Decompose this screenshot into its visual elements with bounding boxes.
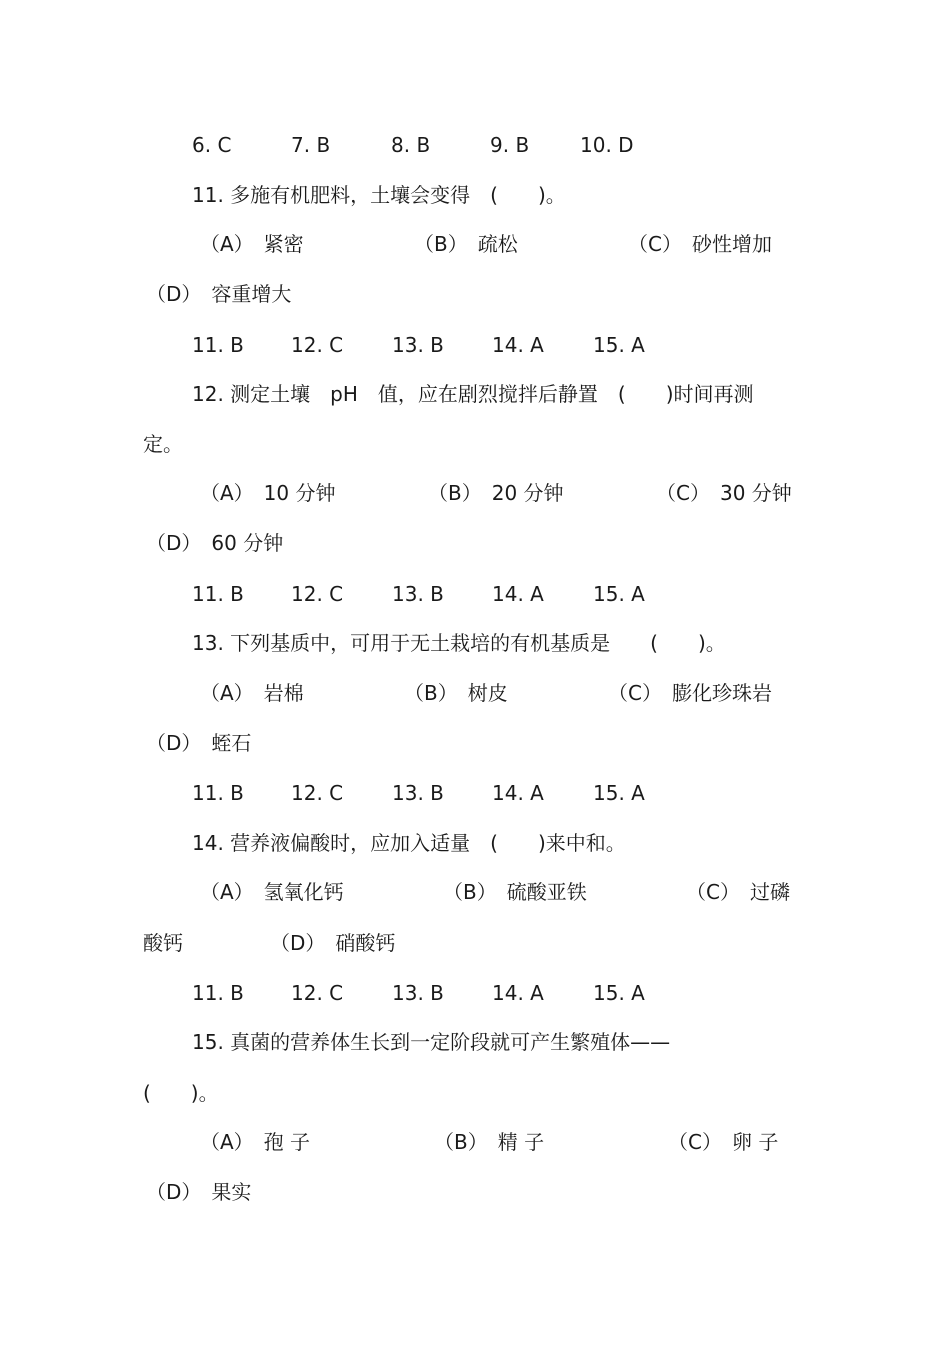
option-d: （D） 硝酸钙 xyxy=(270,931,396,955)
answer: 9. B xyxy=(490,133,530,157)
answer: 14. A xyxy=(492,333,544,357)
answer: 7. B xyxy=(291,133,331,157)
option-c: （C） 30 分钟 xyxy=(656,481,792,505)
option-a: （A） 孢 子 xyxy=(200,1130,311,1154)
answer: 11. B xyxy=(192,333,244,357)
option-b: （B） 树皮 xyxy=(404,681,508,705)
question-15-cont: ( )。 xyxy=(143,1081,219,1105)
option-b: （B） 精 子 xyxy=(434,1130,545,1154)
answer: 14. A xyxy=(492,781,544,805)
answer: 10. D xyxy=(580,133,634,157)
option-c: （C） 卵 子 xyxy=(668,1130,779,1154)
question-11: 11. 多施有机肥料，土壤会变得 ( )。 xyxy=(192,183,566,207)
answer: 15. A xyxy=(593,582,645,606)
answer: 12. C xyxy=(291,333,344,357)
answer: 14. A xyxy=(492,981,544,1005)
option-d: （D） 60 分钟 xyxy=(146,531,284,555)
option-c: （C） 膨化珍珠岩 xyxy=(608,681,772,705)
answer: 15. A xyxy=(593,333,645,357)
answer: 6. C xyxy=(192,133,232,157)
answer: 13. B xyxy=(392,333,444,357)
option-b: （B） 疏松 xyxy=(414,232,518,256)
question-12: 12. 测定土壤 pH 值，应在剧烈搅拌后静置 ( )时间再测 xyxy=(192,382,754,406)
answer: 13. B xyxy=(392,981,444,1005)
question-13: 13. 下列基质中，可用于无土栽培的有机基质是 ( )。 xyxy=(192,631,726,655)
answer: 15. A xyxy=(593,781,645,805)
answer: 11. B xyxy=(192,582,244,606)
option-a: （A） 氢氧化钙 xyxy=(200,880,344,904)
answer: 15. A xyxy=(593,981,645,1005)
option-a: （A） 紧密 xyxy=(200,232,304,256)
answer: 12. C xyxy=(291,582,344,606)
option-d: （D） 容重增大 xyxy=(146,282,292,306)
question-15: 15. 真菌的营养体生长到一定阶段就可产生繁殖体—— xyxy=(192,1030,671,1054)
option-a: （A） 10 分钟 xyxy=(200,481,336,505)
option-b: （B） 硫酸亚铁 xyxy=(443,880,587,904)
option-d: （D） 果实 xyxy=(146,1180,252,1204)
answer: 8. B xyxy=(391,133,431,157)
answer: 14. A xyxy=(492,582,544,606)
question-14: 14. 营养液偏酸时，应加入适量 ( )来中和。 xyxy=(192,831,626,855)
option-c: （C） 过磷 xyxy=(686,880,790,904)
answer: 13. B xyxy=(392,781,444,805)
option-a: （A） 岩棉 xyxy=(200,681,304,705)
option-b: （B） 20 分钟 xyxy=(428,481,564,505)
question-12-cont: 定。 xyxy=(143,432,183,456)
option-d: （D） 蛭石 xyxy=(146,731,252,755)
option-c-cont: 酸钙 xyxy=(143,931,183,955)
answer: 11. B xyxy=(192,781,244,805)
answer: 12. C xyxy=(291,981,344,1005)
answer: 11. B xyxy=(192,981,244,1005)
answer: 13. B xyxy=(392,582,444,606)
option-c: （C） 砂性增加 xyxy=(628,232,772,256)
answer: 12. C xyxy=(291,781,344,805)
